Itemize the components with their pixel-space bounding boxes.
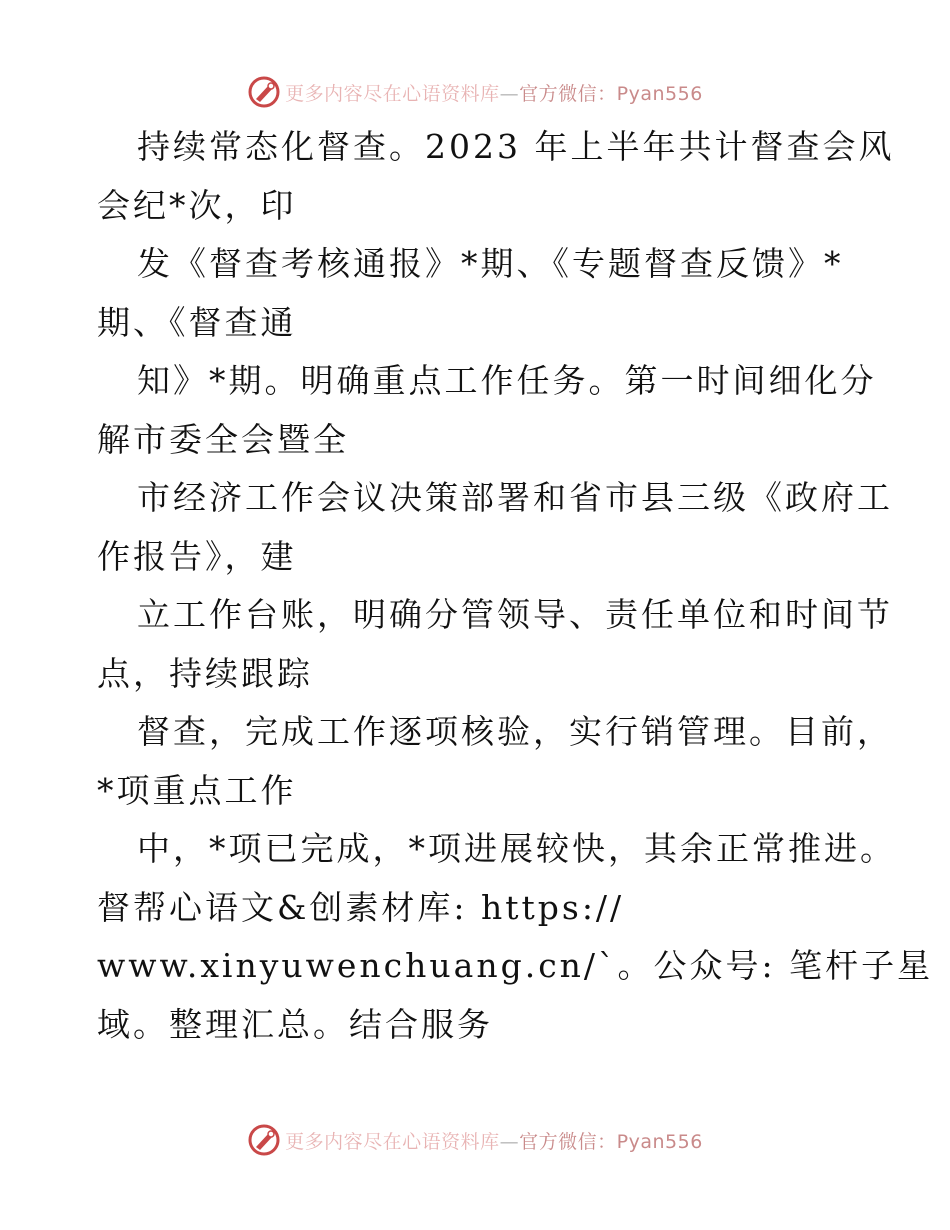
header-banner-main: 更多内容尽在心语资料库 [285, 82, 500, 105]
footer-banner-main: 更多内容尽在心语资料库 [285, 1130, 500, 1153]
header-banner-separator: — [499, 82, 520, 105]
body-line: 解市委全会暨全 [97, 419, 349, 459]
body-line: 知》*期。明确重点工作任务。第一时间细化分 [137, 361, 877, 400]
document-body [97, 118, 934, 1054]
body-line: 督帮心语文&创素材库: https:// [97, 887, 625, 927]
body-line: 作报告》，建 [97, 536, 297, 576]
footer-banner [0, 1120, 950, 1160]
body-line: 督查，完成工作逐项核验，实行销管理。目前， [137, 712, 893, 751]
body-line: 中，*项已完成，*项进展较快，其余正常推进。 [137, 829, 896, 868]
body-line: 立工作台账，明确分管领导、责任单位和时间节 [137, 595, 893, 634]
body-line: 发《督查考核通报》*期、《专题督查反馈》* [137, 244, 844, 283]
footer-banner-contact: 官方微信：Pyan556 [519, 1130, 703, 1153]
brand-logo-icon [247, 75, 281, 109]
body-line: 点，持续跟踪 [97, 653, 313, 693]
body-line: 会纪*次，印 [97, 185, 297, 225]
body-line: www.xinyuwenchuang.cn/`。公众号: 笔杆子星 [97, 946, 934, 985]
header-banner-contact: 官方微信：Pyan556 [519, 82, 703, 105]
header-banner [0, 72, 950, 112]
body-line: *项重点工作 [97, 770, 297, 810]
body-line: 市经济工作会议决策部署和省市县三级《政府工 [137, 478, 893, 517]
body-line: 域。整理汇总。结合服务 [97, 1004, 493, 1044]
brand-logo-icon [247, 1123, 281, 1157]
body-line: 期、《督查通 [97, 302, 297, 342]
body-line: 持续常态化督查。2023 年上半年共计督查会风 [137, 127, 895, 166]
footer-banner-separator: — [499, 1130, 520, 1153]
